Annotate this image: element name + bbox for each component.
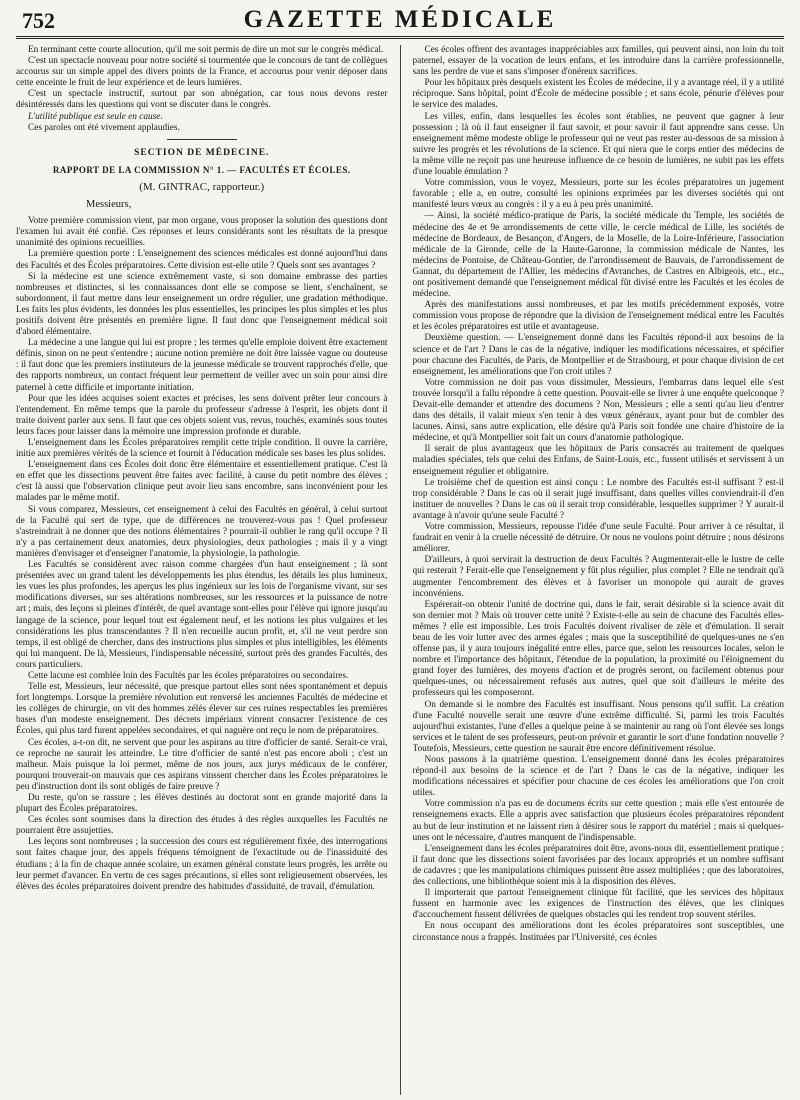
article-paragraph: Il serait de plus avantageux que les hôpitaux de Paris consacrés au traitement de quelques maladies spéciales, tels que celui des Enfans, de Saint-Louis, etc., fussent utilisés et servissent à un enseignement régulier et obligatoire.	[412, 444, 784, 477]
article-paragraph: Pour les hôpitaux près desquels existent les Écoles de médecine, il y a avantage réel, il y a utilité réciproque. Sans hôpital, point d'École de médecine possible ; et sans école, pénurie d'élèves pour le service des malades.	[412, 78, 784, 111]
article-paragraph: Si la médecine est une science extrêmement vaste, si son domaine embrasse des parties nombreuses et distinctes, si les connaissances dont elle se compose se lient, s'enchaînent, se subordonnent, il faut mettre dans leur enseignement un ordre régulier, une gradation méthodique. Les faits les plus évidents, les données les plus essentielles, les principes les plus simples et les plus positifs doivent être présentés en première ligne. Il faut donc que l'enseignement médical soit d'abord élémentaire.	[16, 271, 388, 338]
article-paragraph: L'enseignement dans les Écoles préparatoires remplit cette triple condition. Il ouvre la carrière, initie aux premières vérités de la science et fournit à l'éducation médicale ses bases les plus solides.	[16, 438, 388, 460]
article-paragraph: Votre commission n'a pas eu de documens écrits sur cette question ; mais elle s'est entourée de renseignemens exacts. Elle a appris avec satisfaction que plusieurs écoles préparatoires répondent au but de leur institution et ne laissent rien à désirer sous le rapport du matériel ; mais si quelques-unes ont le nécessaire, d'autres manquent de l'indispensable.	[412, 799, 784, 843]
article-paragraph: L'enseignement dans les écoles préparatoires doit être, avons-nous dit, essentiellement pratique ; il faut donc que les dissections soient favorisées par des locaux appropriés et un nombre suffisant de cadavres ; que les manipulations chimiques puissent être assez multipliées ; que des laboratoires, des collections, une bibliothèque soient mis à la disposition des élèves.	[412, 843, 784, 888]
article-paragraph: Cette lacune est comblée loin des Facultés par les écoles préparatoires ou secondaires.	[28, 670, 349, 681]
intro-paragraph: En terminant cette courte allocution, qu'il me soit permis de dire un mot sur le congrès médical.	[28, 45, 384, 55]
article-paragraph: Ces écoles sont soumises dans la direction des études à des règles auxquelles les Facultés ne pourraient être assujetties.	[16, 815, 388, 837]
intro-paragraph: C'est un spectacle nouveau pour notre société si tourmentée que le concours de tant de collègues accourus sur un simple appel des divers points de la France, et accourus pour venir déposer dans cette enceinte le fruit de leur expérience et de leurs lumières.	[16, 56, 388, 89]
rapporteur-line: (M. GINTRAC, rapporteur.)	[139, 180, 265, 193]
article-paragraph: Votre commission ne doit pas vous dissimuler, Messieurs, l'embarras dans lequel elle s'est trouvée lorsqu'il a fallu répondre à cette question. Pouvait-elle se livrer à une enquête quelconque ? Devait-elle demander et attendre des documens ? Non, Messieurs ; elle a senti qu'au lieu d'entrer dans des détails, il valait mieux s'en tenir à des vœux généraux, ayant pour but de combler des lacunes. Ainsi, sans autre explication, elle désire qu'à Paris soit fondée une chaire d'histoire de la médecine, et qu'à Montpellier soit fait un cours d'anatomie pathologique.	[412, 377, 784, 444]
salutation: Messieurs,	[86, 199, 132, 211]
column-divider	[400, 45, 401, 1095]
article-paragraph: Les villes, enfin, dans lesquelles les écoles sont établies, ne peuvent que gagner à leur possession ; là où il faut enseigner il faut savoir, et pour savoir il faut apprendre sans cesse. Un enseignement même modeste oblige le professeur qui ne veut pas rester au-dessous de sa mission à suivre les progrès et les révolutions de la science. Et qui niera que le corps entier des médecins de la même ville ne reçoit pas une heureuse influence de ce besoin de lumières, ne subit pas les effets d'une louable émulation ?	[412, 111, 784, 178]
article-paragraph: Les Facultés se considèrent avec raison comme chargées d'un haut enseignement ; là sont présentées avec un grand talent les développements les plus étendus, les détails les plus lumineux, les vues les plus profondes, les aperçus les plus ingénieux sur les lois de l'organisme vivant, sur ses modifications diverses, sur ses altérations nombreuses, sur les ressources et la puissance de notre art ; mais, des leçons si pleines d'intérêt, de quel avantage sont-elles pour l'élève qui ignore jusqu'au langage de la science, pour lequel tout est également neuf, et les notions les plus vulgaires et les considérations les plus transcendantes ? Il n'en recueille aucun profit, et, s'il ne veut perdre son temps, il est obligé de chercher, dans des instructions plus simples et plus intelligibles, les éléments qui lui manquent. De là, Messieurs, l'indispensable nécessité, surtout près des grandes Facultés, des cours particuliers.	[16, 560, 388, 670]
article-paragraph: Ces écoles offrent des avantages inappréciables aux familles, qui peuvent ainsi, non loin du toit paternel, essayer de la vocation de leurs enfans, et les introduire dans la carrière professionnelle, sans les perdre de vue et sans s'imposer d'onéreux sacrifices.	[412, 45, 784, 78]
article-paragraph: Après des manifestations aussi nombreuses, et par les motifs précédemment exposés, votre commission vous propose de répondre que la division de l'enseignement médical entre les Facultés et les écoles préparatoires est utile et avantageuse.	[412, 300, 784, 333]
article-paragraph: La médecine a une langue qui lui est propre ; les termes qu'elle emploie doivent être exactement définis, sinon on ne peut s'entendre ; aucune notion première ne doit être laissée vague ou douteuse : il faut donc que les premiers instituteurs de la jeunesse médicale se trouvent rapprochés d'elle, que des rapports nombreux, un contact fréquent leur permettent de veiller avec un soin pour ainsi dire paternel à cette difficile et importante initiation.	[16, 338, 388, 393]
journal-title: GAZETTE MÉDICALE	[243, 6, 557, 33]
intro-paragraph: C'est un spectacle instructif, surtout par son abnégation, car tous nous devons rester désintéressés dans les questions qui vont se discuter dans le congrès.	[16, 89, 388, 111]
article-paragraph: Le troisième chef de question est ainsi conçu : Le nombre des Facultés est-il suffisant ? est-il trop considérable ? Dans le cas où il serait jugé insuffisant, dans quelles villes conviendrait-il d'en instituer de nouvelles ? Dans le cas où il serait trop considérable, lesquelles supprimer ? Y aurait-il avantage à n'avoir qu'une seule Faculté ?	[412, 477, 784, 521]
article-paragraph: L'enseignement dans ces Écoles doit donc être élémentaire et essentiellement pratique. C'est là en effet que les dissections peuvent être faites avec facilité, à cause du petit nombre des élèves ; c'est là aussi que l'observation clinique peut avoir lieu sans encombre, sans inconvénient pour les malades par le même motif.	[16, 460, 388, 504]
article-paragraph: Votre commission, vous le voyez, Messieurs, porte sur les écoles préparatoires un jugement favorable ; elle a, en outre, consulté les opinions exprimées par les diverses sociétés qui ont manifesté leurs vœux au congrès : il y a eu à peu près unanimité.	[412, 178, 784, 211]
article-paragraph: Nous passons à la quatrième question. L'enseignement donné dans les écoles préparatoires répond-il aux besoins de la science et de l'art ? Dans le cas de la négative, indiquer les modifications nécessaires et spécifier pour chacune de ces écoles les améliorations que l'on croit utiles.	[412, 755, 784, 799]
article-paragraph: Votre première commission vient, par mon organe, vous proposer la solution des questions dont l'examen lui avait été confié. Ces réponses et leurs considérants sont les résultats de la presque unanimité des opinions recueillies.	[16, 216, 388, 249]
article-paragraph: Deuxième question. — L'enseignement donné dans les Facultés répond-il aux besoins de la science et de l'art ? Dans le cas de la négative, indiquer les modifications nécessaires, et spécifier pour chacune des Facultés, de Paris, de Montpellier et de Strasbourg, et pour chaque division de cet enseignement, les améliorations que l'on croit utiles ?	[412, 333, 784, 377]
article-paragraph: D'ailleurs, à quoi servirait la destruction de deux Facultés ? Augmenterait-elle le lustre de celle qui resterait ? Ferait-elle que l'enseignement y fût plus régulier, plus complet ? Elle ne tendrait qu'à augmenter l'encombrement des élèves et à favoriser un monopole qui aurait de graves inconvéniens.	[412, 555, 784, 599]
left-column	[16, 45, 388, 1095]
article-paragraph: Ces écoles, a-t-on dit, ne servent que pour les aspirans au titre d'officier de santé. Serait-ce vrai, ce reproche ne saurait les atteindre. Le titre d'officier de santé n'est pas encore aboli ; c'est un malheur. Mais puisque la loi permet, même de nos jours, aux jurys médicaux de le conférer, pourquoi trouverait-on mauvais que ces aspirans vinssent chercher dans les Écoles préparatoires le peu d'instruction dont ils sont obligés de faire preuve ?	[16, 737, 388, 792]
applause-note: Ces paroles ont été vivement applaudies.	[28, 122, 180, 133]
article-paragraph: Votre commission, Messieurs, repousse l'idée d'une seule Faculté. Pour arriver à ce résultat, il faudrait en venir à la cruelle nécessité de détruire. Or nous ne voulons point détruire ; nous désirons améliorer.	[412, 522, 784, 555]
page-number: 752	[22, 8, 55, 33]
text-columns	[16, 45, 784, 1095]
article-paragraph: — Ainsi, la société médico-pratique de Paris, la société médicale du Temple, les sociétés de médecine des 4e et 9e arrondissements de cette ville, le cercle médical de Lille, les sociétés de médecine de Bordeaux, de Besançon, d'Angers, de la Moselle, de la Loire-Inférieure, l'association médicale de la Gironde, celle de la Haute-Garonne, la commission médicale de Nantes, les médecins de Pontoise, de Château-Gontier, de l'arrondissement de Bauvais, de l'arrondissement de Gannat, du département de l'Allier, les médecins d'Avranches, de Castres en Albigeois, etc., etc., ont positivement demandé que l'enseignement médical fût divisé entre les Facultés et les écoles de médecine.	[412, 211, 784, 300]
article-paragraph: Les leçons sont nombreuses ; la succession des cours est régulièrement fixée, des interrogations sont faites chaque jour, des appels fréquens témoignent de l'exactitude ou de l'inassiduité des étudians ; à la fin de chaque année scolaire, un examen général constate leurs progrès, les arrête ou leur permet d'avancer. En vertu de ces sages précautions, si elles sont religieusement observées, les élèves des écoles préparatoires doivent prendre des habitudes d'assiduité, de travail, d'émulation.	[16, 837, 388, 892]
right-column	[413, 45, 785, 1095]
article-paragraph: Il importerait que partout l'enseignement clinique fût facilité, que les services des hôpitaux fussent en harmonie avec les exigences de l'instruction des élèves, que les cliniques d'accouchement fussent délivrées de quelques obstacles qui les rendent trop souvent stériles.	[412, 888, 784, 921]
separator-rule	[167, 139, 237, 140]
article-paragraph: Espérerait-on obtenir l'unité de doctrine qui, dans le fait, serait désirable si la science avait dit son dernier mot ? Mais où trouver cette unité ? Existe-t-elle au sein de chacune des Facultés elles-mêmes ? elle est impossible. Les trois Facultés doivent rivaliser de zèle et d'émulation. Il serait beau de les voir lutter avec des armes égales ; mais que la susceptibilité de quelques-unes ne s'en offense pas, il y aura toujours inégalité entre elles, parce que, selon les ressources locales, selon le nombre et l'importance des hôpitaux, l'étendue de la population, la proximité ou l'éloignement du grand foyer des lumières, des moyens d'action et de progrès seront, ou facilement obtenus pour quelques-unes, ou nécessairement refusés aux autres, quel que soit d'ailleurs le mérite des professeurs qui les composeront.	[412, 599, 784, 699]
article-paragraph: Telle est, Messieurs, leur nécessité, que presque partout elles sont nées spontanément et depuis fort longtemps. Lorsque la première révolution eut renversé les anciennes Facultés de médecine et les collèges de chirurgie, on vit des hommes zélés élever sur ces ruines respectables les premières bases d'un modeste enseignement. Des décrets impériaux vinrent consacrer l'existence de ces Écoles, qui plus tard furent appelées secondaires, et qui naguère ont reçu le nom de préparatoires.	[16, 682, 388, 737]
article-paragraph: Si vous comparez, Messieurs, cet enseignement à celui des Facultés en général, à celui surtout de la Faculté qui sert de type, que de différences ne trouverez-vous pas ! Quel professeur s'astreindrait à ne donner que des notions élémentaires ? pourrait-il oublier le rang qu'il occupe ? Il n'y a pas certainement deux anatomies, deux physiologies, deux pathologies ; mais il y a vingt manières d'envisager et d'enseigner l'anatomie, la physiologie, la pathologie.	[16, 504, 388, 559]
article-paragraph: Du reste, qu'on se rassure ; les élèves destinés au doctorat sont en grande majorité dans la plupart des Écoles préparatoires.	[16, 793, 388, 815]
article-paragraph: La première question porte : L'enseignement des sciences médicales est donné aujourd'hui dans des Facultés et des Écoles préparatoires. Cette division est-elle utile ? Quels sont ses avantages ?	[16, 249, 388, 271]
article-paragraph: On demande si le nombre des Facultés est insuffisant. Nous pensons qu'il suffit. La création d'une Faculté nouvelle serait une œuvre d'une extrême difficulté. Si, parmi les trois Facultés aujourd'hui existantes, l'une d'elles a quelque peine à se maintenir au rang où l'ont élevée ses longs services et le talent de ses professeurs, peut-on prévoir et garantir le sort d'une fondation nouvelle ? Toutefois, Messieurs, cette question ne saurait être encore définitivement résolue.	[412, 699, 784, 754]
report-heading: RAPPORT DE LA COMMISSION N° 1. — FACULTÉS ET ÉCOLES.	[52, 164, 351, 175]
page-header	[16, 6, 784, 39]
article-paragraph: En nous occupant des améliorations dont les écoles préparatoires sont susceptibles, une circonstance nous a frappés. Instituées par l'Université, ces écoles	[412, 921, 784, 943]
motto: L'utilité publique est seule en cause.	[28, 111, 163, 122]
article-paragraph: Pour que les idées acquises soient exactes et précises, les sens doivent prêter leur concours à l'entendement. En même temps que la parole du professeur s'adresse à l'esprit, les objets dont il traite doivent parler aux sens. Il faut que ces objets soient vus, revus, touchés, examinés sous toutes leurs faces pour laisser dans la mémoire une impression profonde et durable.	[16, 393, 388, 437]
section-heading: SECTION DE MÉDECINE.	[134, 147, 270, 158]
